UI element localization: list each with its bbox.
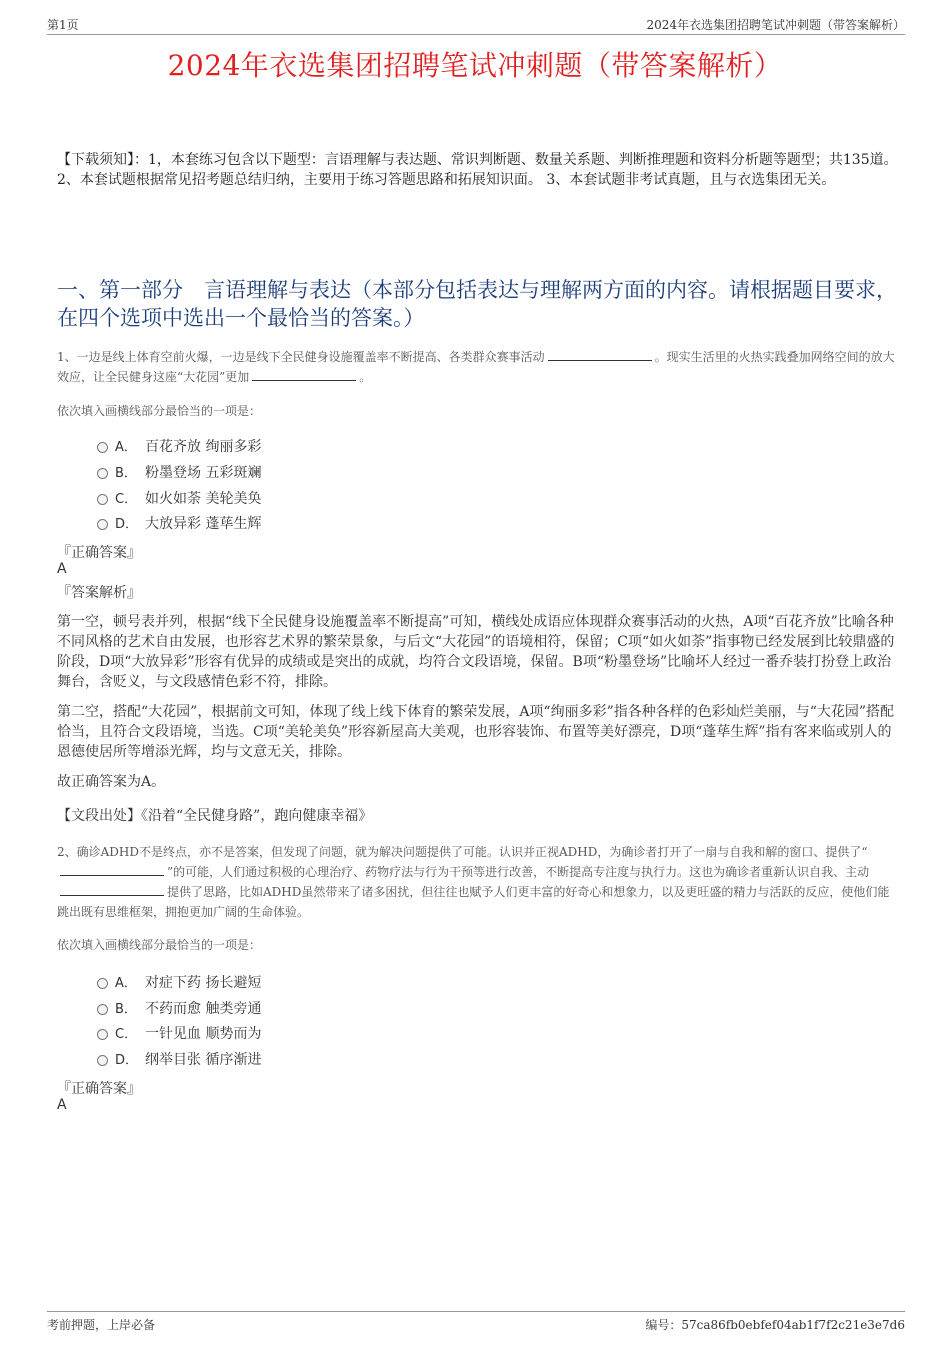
question-1-analysis-label: 『答案解析』 xyxy=(57,585,141,601)
page-footer xyxy=(47,1311,905,1334)
radio-icon[interactable] xyxy=(97,468,108,479)
radio-icon[interactable] xyxy=(97,442,108,453)
question-1-conclusion: 故正确答案为A。 xyxy=(57,774,166,790)
fill-blank xyxy=(252,368,356,381)
question-1-prompt: 依次填入画横线部分最恰当的一项是： xyxy=(57,404,262,418)
radio-icon[interactable] xyxy=(97,494,108,505)
question-2-prompt: 依次填入画横线部分最恰当的一项是： xyxy=(57,938,262,952)
question-2-answer-label: 『正确答案』 xyxy=(57,1081,141,1097)
question-2-answer: A xyxy=(57,1097,67,1113)
page-number: 第1页 xyxy=(47,18,79,32)
question-1-answer-label: 『正确答案』 xyxy=(57,545,141,561)
footer-serial: 编号：57ca86fb0ebfef04ab1f7f2c21e3e7d6 xyxy=(645,1318,905,1332)
page-title: 2024年衣选集团招聘笔试冲刺题（带答案解析） xyxy=(167,49,783,82)
radio-icon[interactable] xyxy=(97,1029,108,1040)
radio-icon[interactable] xyxy=(97,519,108,530)
question-1-stem: 1、一边是线上体育空前火爆，一边是线下全民健身设施覆盖率不断提高、各类群众赛事活动 。现实生活里的火热实践叠加网络空间的放大效应，让全民健身这座“大花园”更加 。 xyxy=(57,350,895,384)
question-1-source: 【文段出处】《沿着“全民健身路”，跑向健康幸福》 xyxy=(57,808,373,824)
question-1-analysis-p1: 第一空，顿号表并列，根据“线下全民健身设施覆盖率不断提高”可知，横线处成语应体现群众赛事活动的火热，A项“百花齐放”比喻各种不同风格的艺术自由发展，也形容艺术界的繁荣景象，与后文“大花园”的语境相符，保留；C项“如火如荼”指事物已经发展到比较鼎盛的阶段，D项“大放异彩”形容有优异的成绩或是突出的成就，均符合文段语境，保留。B项“粉墨登场”比喻坏人经过一番乔装打扮登上政治舞台，含贬义，与文段感情色彩不符，排除。 xyxy=(57,614,895,690)
question-1-answer: A xyxy=(57,561,67,577)
fill-blank xyxy=(60,863,164,876)
radio-icon[interactable] xyxy=(97,1055,108,1066)
question-1-analysis-p2: 第二空，搭配“大花园”，根据前文可知，体现了线上线下体育的繁荣发展，A项“绚丽多彩”指各种各样的色彩灿烂美丽，与“大花园”搭配恰当，且符合文段语境，当选。C项“美轮美奂”形容新屋高大美观，也形容装饰、布置等美好漂亮，D项“蓬荜生辉”指有客来临或别人的恩德使居所等增添光辉，均与文意无关，排除。 xyxy=(57,704,895,760)
fill-blank xyxy=(60,883,164,896)
section-title: 一、第一部分 言语理解与表达（本部分包括表达与理解两方面的内容。请根据题目要求，在四个选项中选出一个最恰当的答案。） xyxy=(57,278,897,330)
footer-note: 考前押题，上岸必备 xyxy=(47,1318,156,1332)
page-header xyxy=(47,14,905,35)
question-2-stem: 2、确诊ADHD不是终点，亦不是答案，但发现了问题，就为解决问题提供了可能。认识并正视ADHD，为确诊者打开了一扇与自我和解的窗口、提供了“”的可能，人们通过积极的心理治疗、药物疗法与行为干预等进行改善，不断提高专注度与执行力。这也为确诊者重新认识自我、主动提供了思路，比如ADHD虽然带来了诸多困扰，但往往也赋予人们更丰富的好奇心和想象力，以及更旺盛的精力与活跃的反应，使他们能跳出既有思维框架，拥抱更加广阔的生命体验。 xyxy=(57,845,890,919)
radio-icon[interactable] xyxy=(97,1004,108,1015)
radio-icon[interactable] xyxy=(97,978,108,989)
fill-blank xyxy=(548,348,652,361)
header-doc-title: 2024年衣选集团招聘笔试冲刺题（带答案解析） xyxy=(646,18,905,32)
download-notice: 【下载须知】：1，本套练习包含以下题型：言语理解与表达题、常识判断题、数量关系题、判断推理题和资料分析题等题型；共135道。 2、本套试题根据常见招考题总结归纳，主要用于练习答题思路和拓展知识面。 3、本套试题非考试真题，且与衣选集团无关。 xyxy=(57,152,898,188)
